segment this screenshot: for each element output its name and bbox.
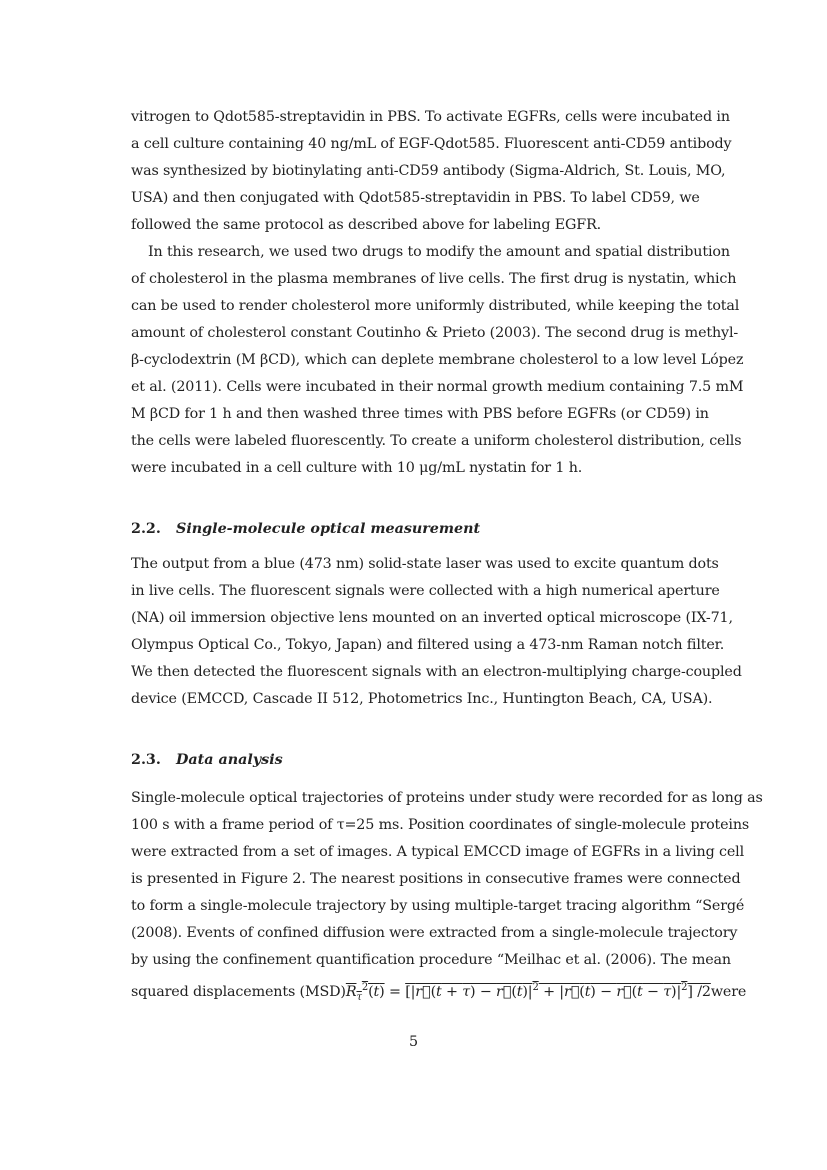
section-heading-2-2 (131, 519, 480, 539)
section-number: 2.3. (131, 752, 161, 768)
text-line: USA) and then conjugated with Qdot585-streptavidin in PBS. To label CD59, we (131, 190, 700, 206)
text-line: (NA) oil immersion objective lens mounted on an inverted optical microscope (IX-71, (131, 610, 733, 626)
section-2-3-body (131, 785, 763, 1003)
text-line: 100 s with a frame period of τ=25 ms. Position coordinates of single-molecule proteins (131, 817, 750, 833)
section-2-2-body (131, 551, 742, 713)
text-line: (2008). Events of confined diffusion were extracted from a single-molecule trajectory (131, 925, 738, 941)
text-line: was synthesized by biotinylating anti-CD59 antibody (Sigma-Aldrich, St. Louis, MO, (131, 163, 726, 179)
text-line: In this research, we used two drugs to modify the amount and spatial distribution (148, 244, 730, 260)
text-line: The output from a blue (473 nm) solid-state laser was used to excite quantum dots (131, 556, 719, 572)
text-line: device (EMCCD, Cascade II 512, Photometrics Inc., Huntington Beach, CA, USA). (131, 691, 713, 707)
text-line: the cells were labeled fluorescently. To create a uniform cholesterol distribution, cells (131, 433, 742, 449)
text-line: Olympus Optical Co., Tokyo, Japan) and filtered using a 473-nm Raman notch filter. (131, 637, 725, 653)
msd-equation: $R_\tau^2(t)$ = [|r⃗(t + $\tau) - r⃗(t)|^2$ + |r⃗(t) − r⃗(t − $\tau)|^2$] /2 (345, 982, 711, 1003)
section-title: Data analysis (176, 752, 283, 768)
text-line: vitrogen to Qdot585-streptavidin in PBS. To activate EGFRs, cells were incubated in (131, 109, 730, 125)
text-line-with-equation (131, 974, 747, 1003)
text-line: M βCD for 1 h and then washed three times with PBS before EGFRs (or CD59) in (131, 406, 709, 422)
page-number: 5 (408, 1034, 419, 1050)
msd-prefix: squared displacements (MSD) (131, 983, 346, 1000)
text-line: were extracted from a set of images. A typical EMCCD image of EGFRs in a living cell (131, 844, 745, 860)
msd-suffix: were (710, 983, 747, 1000)
text-line: to form a single-molecule trajectory by using multiple-target tracing algorithm “Sergé (131, 898, 745, 914)
paragraph-1 (131, 104, 732, 239)
text-line: in live cells. The fluorescent signals were collected with a high numerical aperture (131, 583, 720, 599)
section-number: 2.2. (131, 521, 161, 537)
text-line: et al. (2011). Cells were incubated in their normal growth medium containing 7.5 mM (131, 379, 744, 395)
section-heading-2-3 (131, 750, 283, 770)
text-line: is presented in Figure 2. The nearest positions in consecutive frames were connected (131, 871, 741, 887)
text-line: β-cyclodextrin (M βCD), which can deplete membrane cholesterol to a low level López (131, 352, 744, 368)
text-line: were incubated in a cell culture with 10 μg/mL nystatin for 1 h. (131, 460, 583, 476)
paragraph-2 (131, 239, 744, 482)
text-line: followed the same protocol as described above for labeling EGFR. (131, 217, 602, 233)
text-line: amount of cholesterol constant Coutinho & Prieto (2003). The second drug is methyl- (131, 325, 739, 341)
text-line: Single-molecule optical trajectories of proteins under study were recorded for as long as (131, 790, 763, 806)
text-line: of cholesterol in the plasma membranes of live cells. The first drug is nystatin, which (131, 271, 737, 287)
text-line: by using the confinement quantification procedure “Meilhac et al. (2006). The mean (131, 952, 731, 968)
text-line: can be used to render cholesterol more uniformly distributed, while keeping the total (131, 298, 740, 314)
section-title: Single-molecule optical measurement (176, 521, 481, 537)
text-line: We then detected the fluorescent signals with an electron-multiplying charge-coupled (131, 664, 742, 680)
text-line: a cell culture containing 40 ng/mL of EGF-Qdot585. Fluorescent anti-CD59 antibody (131, 136, 732, 152)
